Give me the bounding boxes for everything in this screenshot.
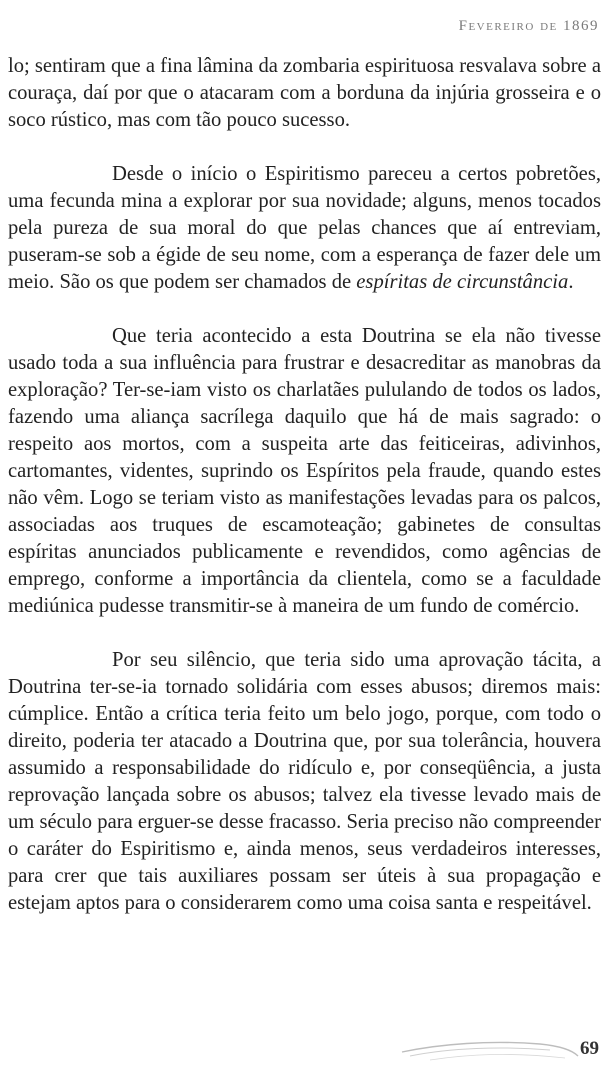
page-number: 69 bbox=[580, 1038, 599, 1059]
footer-ornament-icon bbox=[400, 1030, 580, 1070]
paragraph bbox=[8, 161, 601, 296]
paragraph-text: Desde o início o Espiritismo pareceu a certos pobretões, uma fecunda mina a explorar por sua novidade; alguns, menos tocados pela pureza de sua moral do que pelas chances que aí entreviam, puseram-se sob a égide de seu nome, com a esperança de fazer dele um meio. São os que podem ser chamados de bbox=[8, 163, 601, 293]
paragraph: Que teria acontecido a esta Doutrina se ela não tivesse usado toda a sua influência para frustrar e desacreditar as manobras da exploração? Ter-se-iam visto os charlatães pululando de todos os lados, fazendo uma aliança sacrílega daquilo que há de mais sagrado: o respeito aos mortos, com a suspeita arte das feiticeiras, adivinhos, cartomantes, videntes, suprindo os Espíritos pela fraude, quando estes não vêm. Logo se teriam visto as manifestações levadas para os palcos, associadas aos truques de escamoteação; gabinetes de consultas espíritas anunciados publicamente e revendidos, como agências de emprego, conforme a importância da clientela, como se a faculdade mediúnica pudesse transmitir-se à maneira de um fundo de comércio. bbox=[8, 325, 601, 617]
paragraph-end: . bbox=[568, 271, 574, 293]
italic-term: espíritas de circunstância bbox=[356, 271, 569, 293]
running-header: Fevereiro de 1869 bbox=[458, 18, 599, 34]
page-body bbox=[8, 53, 601, 944]
paragraph: Por seu silêncio, que teria sido uma aprovação tácita, a Doutrina ter-se-ia tornado solidária com esses abusos; diremos mais: cúmplice. Então a crítica teria feito um belo jogo, porque, com todo o direito, poderia ter atacado a Doutrina que, por sua tolerância, houvera assumido a responsabilidade do ridículo e, por conseqüência, a justa reprovação lançada sobre os abusos; talvez ela tivesse levado mais de um século para erguer-se desse fracasso. Seria preciso não compreender o caráter do Espiritismo e, ainda menos, seus verdadeiros interesses, para crer que tais auxiliares possam ser úteis à sua propagação e estejam aptos para o considerarem como uma coisa santa e respeitável. bbox=[8, 649, 601, 914]
paragraph-continuation: lo; sentiram que a fina lâmina da zombaria espirituosa resvalava sobre a couraça, daí por que o atacaram com a borduna da injúria grosseira e o soco rústico, mas com tão pouco sucesso. bbox=[8, 55, 601, 131]
